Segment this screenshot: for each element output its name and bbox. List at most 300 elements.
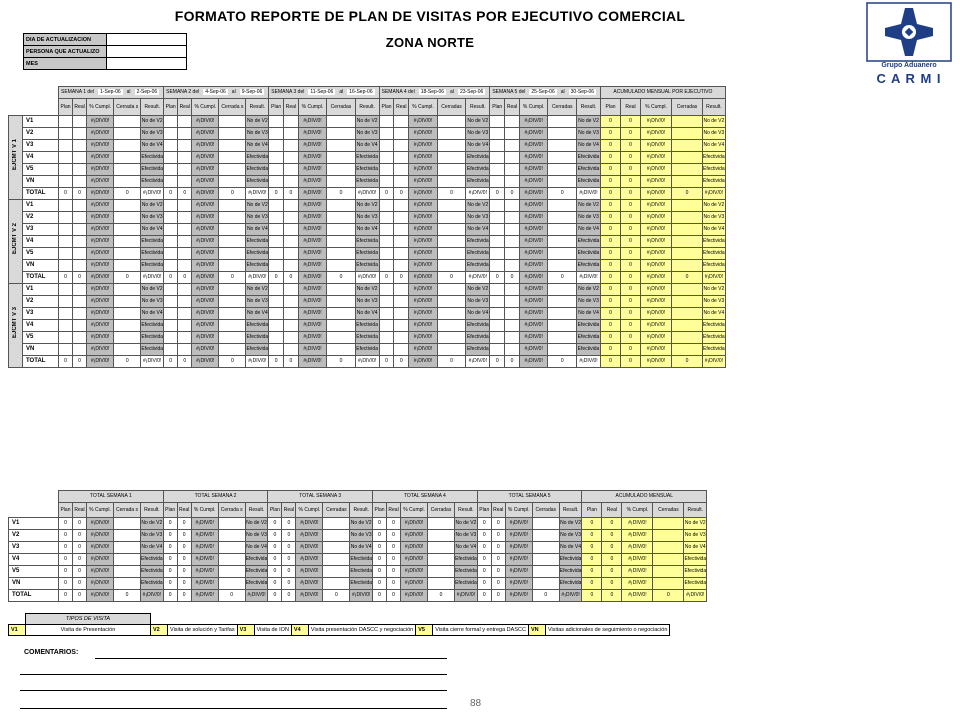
plan-cell[interactable]: [269, 152, 284, 164]
plan-cell[interactable]: [269, 284, 284, 296]
closed-cell[interactable]: [114, 200, 141, 212]
closed-cell[interactable]: [327, 176, 355, 188]
closed-cell[interactable]: [327, 344, 355, 356]
closed-cell[interactable]: [548, 344, 577, 356]
real-cell[interactable]: [284, 152, 299, 164]
plan-cell[interactable]: [59, 152, 73, 164]
real-cell[interactable]: [284, 128, 299, 140]
plan-cell[interactable]: [164, 224, 178, 236]
real-cell[interactable]: [178, 200, 192, 212]
closed-cell[interactable]: [219, 236, 246, 248]
plan-cell[interactable]: [59, 332, 73, 344]
plan-cell[interactable]: [490, 296, 505, 308]
real-cell[interactable]: [505, 284, 520, 296]
closed-cell[interactable]: [219, 200, 246, 212]
closed-cell[interactable]: [437, 296, 466, 308]
plan-cell[interactable]: [269, 164, 284, 176]
closed-cell[interactable]: [219, 140, 246, 152]
plan-cell[interactable]: [269, 344, 284, 356]
real-cell[interactable]: [394, 284, 409, 296]
accum-pct: #¡DIV/0!: [641, 164, 672, 176]
plan-cell[interactable]: [164, 248, 178, 260]
real-cell[interactable]: [505, 128, 520, 140]
closed-cell[interactable]: [327, 320, 355, 332]
plan-cell[interactable]: [379, 248, 394, 260]
closed-cell[interactable]: [437, 308, 466, 320]
real-cell[interactable]: [284, 296, 299, 308]
closed-cell[interactable]: [114, 224, 141, 236]
closed-cell[interactable]: [114, 284, 141, 296]
real-cell[interactable]: [73, 332, 87, 344]
closed-cell[interactable]: [548, 140, 577, 152]
closed-cell[interactable]: [327, 164, 355, 176]
real-cell[interactable]: [394, 140, 409, 152]
real-cell[interactable]: [178, 296, 192, 308]
real-cell[interactable]: [73, 128, 87, 140]
plan-cell[interactable]: [379, 260, 394, 272]
closed-cell[interactable]: [327, 296, 355, 308]
closed-cell[interactable]: [437, 284, 466, 296]
plan-cell[interactable]: [59, 116, 73, 128]
real-cell[interactable]: [284, 284, 299, 296]
closed-cell[interactable]: [327, 224, 355, 236]
week-header-end[interactable]: 30-Sep-06: [570, 89, 595, 95]
closed-cell[interactable]: [548, 332, 577, 344]
real-cell[interactable]: [73, 140, 87, 152]
closed-cell[interactable]: [219, 116, 246, 128]
week-header-end[interactable]: 2-Sep-06: [136, 89, 158, 95]
plan-cell[interactable]: [164, 284, 178, 296]
plan-cell[interactable]: [490, 140, 505, 152]
real-cell[interactable]: [505, 152, 520, 164]
real-cell[interactable]: [394, 200, 409, 212]
real-cell[interactable]: [178, 128, 192, 140]
plan-cell[interactable]: [59, 128, 73, 140]
plan-cell[interactable]: [164, 236, 178, 248]
real-cell[interactable]: [394, 260, 409, 272]
closed-cell[interactable]: [219, 284, 246, 296]
closed-cell[interactable]: [437, 212, 466, 224]
real-cell[interactable]: [178, 236, 192, 248]
plan-cell[interactable]: [379, 152, 394, 164]
plan-cell: 0: [490, 356, 505, 368]
real-cell[interactable]: [73, 224, 87, 236]
plan-cell[interactable]: [490, 116, 505, 128]
plan-cell[interactable]: [379, 320, 394, 332]
plan-cell[interactable]: [269, 224, 284, 236]
real-cell[interactable]: [178, 248, 192, 260]
column-header: Real: [178, 99, 192, 116]
plan-cell[interactable]: [379, 116, 394, 128]
closed-cell[interactable]: [327, 140, 355, 152]
closed-cell[interactable]: [548, 236, 577, 248]
closed-cell[interactable]: [548, 308, 577, 320]
plan-cell[interactable]: [164, 296, 178, 308]
report-title: FORMATO REPORTE DE PLAN DE VISITAS POR EJECUTIVO COMERCIAL: [174, 8, 686, 24]
plan-cell[interactable]: [490, 128, 505, 140]
comments-line[interactable]: [95, 658, 447, 659]
real-cell[interactable]: [178, 332, 192, 344]
real-cell[interactable]: [73, 212, 87, 224]
closed-cell[interactable]: [219, 260, 246, 272]
plan-cell[interactable]: [379, 344, 394, 356]
pct-cell: #¡DIV/0!: [87, 224, 114, 236]
closed-cell[interactable]: [114, 248, 141, 260]
real-cell[interactable]: [394, 248, 409, 260]
real-cell[interactable]: [284, 176, 299, 188]
closed-cell[interactable]: [114, 176, 141, 188]
plan-cell[interactable]: [164, 308, 178, 320]
real-cell[interactable]: [284, 344, 299, 356]
closed-cell[interactable]: [219, 176, 246, 188]
real-cell[interactable]: [178, 116, 192, 128]
closed-cell[interactable]: [548, 212, 577, 224]
week-header-start[interactable]: 4-Sep-06: [205, 89, 226, 95]
plan-cell[interactable]: [379, 308, 394, 320]
plan-cell[interactable]: [59, 176, 73, 188]
real-cell[interactable]: [178, 152, 192, 164]
real-cell[interactable]: [284, 212, 299, 224]
visit-type-desc: Visita cierre formal y entrega DASCC: [433, 625, 529, 636]
plan-cell[interactable]: [59, 200, 73, 212]
accum-closed: [672, 236, 703, 248]
real-cell[interactable]: [73, 248, 87, 260]
week-header-end[interactable]: 23-Sep-06: [459, 89, 484, 95]
plan-cell[interactable]: [164, 344, 178, 356]
real-cell[interactable]: [505, 320, 520, 332]
week-header-end[interactable]: 9-Sep-06: [241, 89, 263, 95]
closed-cell[interactable]: [219, 248, 246, 260]
real-cell[interactable]: [178, 320, 192, 332]
plan-cell[interactable]: [379, 176, 394, 188]
real-cell[interactable]: [73, 236, 87, 248]
closed-cell[interactable]: [548, 260, 577, 272]
real-cell[interactable]: [178, 260, 192, 272]
plan-cell[interactable]: [59, 164, 73, 176]
closed-cell[interactable]: [437, 344, 466, 356]
real-cell[interactable]: [284, 332, 299, 344]
real-cell[interactable]: [505, 164, 520, 176]
plan-cell[interactable]: [164, 260, 178, 272]
plan-cell[interactable]: [490, 344, 505, 356]
real-cell[interactable]: [505, 200, 520, 212]
plan-cell[interactable]: [269, 116, 284, 128]
closed-cell[interactable]: [437, 236, 466, 248]
plan-cell[interactable]: [269, 128, 284, 140]
real-cell[interactable]: [505, 308, 520, 320]
plan-cell[interactable]: [379, 128, 394, 140]
plan-cell[interactable]: [59, 296, 73, 308]
plan-cell[interactable]: [59, 344, 73, 356]
closed-cell[interactable]: [327, 116, 355, 128]
plan-cell[interactable]: [379, 164, 394, 176]
plan-cell[interactable]: [164, 128, 178, 140]
closed-cell[interactable]: [114, 164, 141, 176]
real-cell[interactable]: [284, 308, 299, 320]
plan-cell[interactable]: [59, 224, 73, 236]
plan-cell[interactable]: [59, 212, 73, 224]
closed-cell[interactable]: [114, 152, 141, 164]
plan-cell[interactable]: [269, 296, 284, 308]
real-cell[interactable]: [505, 248, 520, 260]
real-cell[interactable]: [284, 248, 299, 260]
plan-cell[interactable]: [59, 308, 73, 320]
plan-cell[interactable]: [164, 152, 178, 164]
real-cell[interactable]: [505, 236, 520, 248]
real-cell[interactable]: [73, 296, 87, 308]
plan-cell[interactable]: [59, 248, 73, 260]
real-cell[interactable]: [178, 284, 192, 296]
plan-cell[interactable]: [164, 164, 178, 176]
plan-cell[interactable]: [490, 260, 505, 272]
real-cell[interactable]: [505, 332, 520, 344]
real-cell[interactable]: [394, 164, 409, 176]
real-cell[interactable]: [178, 164, 192, 176]
real-cell[interactable]: [178, 140, 192, 152]
real-cell[interactable]: [73, 164, 87, 176]
sum-real: 0: [73, 530, 87, 542]
closed-cell[interactable]: [219, 152, 246, 164]
plan-cell[interactable]: [164, 320, 178, 332]
plan-cell[interactable]: [59, 140, 73, 152]
week-header-start[interactable]: 18-Sep-06: [420, 89, 445, 95]
real-cell[interactable]: [73, 116, 87, 128]
real-cell[interactable]: [505, 140, 520, 152]
closed-cell[interactable]: [548, 164, 577, 176]
closed-cell[interactable]: [327, 308, 355, 320]
real-cell[interactable]: [394, 224, 409, 236]
update-date-field[interactable]: [107, 34, 187, 46]
comments-line[interactable]: [20, 690, 447, 691]
closed-cell[interactable]: [219, 224, 246, 236]
closed-cell[interactable]: [548, 128, 577, 140]
real-cell[interactable]: [284, 140, 299, 152]
closed-cell[interactable]: [327, 284, 355, 296]
closed-cell[interactable]: [437, 128, 466, 140]
real-cell[interactable]: [394, 308, 409, 320]
plan-cell[interactable]: [164, 212, 178, 224]
comments-line[interactable]: [20, 674, 447, 675]
closed-cell[interactable]: [548, 224, 577, 236]
real-cell[interactable]: [73, 320, 87, 332]
real-cell[interactable]: [178, 224, 192, 236]
real-cell[interactable]: [505, 212, 520, 224]
plan-cell[interactable]: [490, 152, 505, 164]
real-cell[interactable]: [505, 224, 520, 236]
real-cell[interactable]: [178, 212, 192, 224]
real-cell[interactable]: [73, 152, 87, 164]
real-cell[interactable]: [394, 344, 409, 356]
closed-cell[interactable]: [437, 140, 466, 152]
real-cell[interactable]: [394, 116, 409, 128]
plan-cell[interactable]: [379, 200, 394, 212]
real-cell[interactable]: [178, 344, 192, 356]
plan-cell[interactable]: [490, 284, 505, 296]
closed-cell[interactable]: [327, 248, 355, 260]
real-cell[interactable]: [394, 176, 409, 188]
closed-cell[interactable]: [114, 236, 141, 248]
plan-cell[interactable]: [379, 284, 394, 296]
closed-cell[interactable]: [327, 332, 355, 344]
plan-cell[interactable]: [490, 200, 505, 212]
comments-line[interactable]: [20, 708, 447, 709]
closed-cell[interactable]: [437, 248, 466, 260]
updated-by-field[interactable]: [107, 46, 187, 58]
plan-cell[interactable]: [490, 320, 505, 332]
real-cell[interactable]: [505, 116, 520, 128]
real-cell[interactable]: [394, 128, 409, 140]
real-cell[interactable]: [505, 296, 520, 308]
plan-cell[interactable]: [490, 212, 505, 224]
real-cell[interactable]: [73, 260, 87, 272]
closed-cell[interactable]: [548, 296, 577, 308]
closed-cell[interactable]: [219, 128, 246, 140]
week-header-al: al: [126, 89, 131, 95]
week-header-end[interactable]: 16-Sep-06: [349, 89, 373, 95]
real-cell[interactable]: [73, 176, 87, 188]
plan-cell[interactable]: [164, 200, 178, 212]
closed-cell[interactable]: [327, 236, 355, 248]
plan-cell[interactable]: [269, 200, 284, 212]
plan-cell[interactable]: [379, 296, 394, 308]
plan-cell[interactable]: [164, 332, 178, 344]
closed-cell[interactable]: [219, 308, 246, 320]
closed-cell[interactable]: [437, 260, 466, 272]
closed-cell[interactable]: [327, 260, 355, 272]
closed-cell[interactable]: [114, 308, 141, 320]
real-cell[interactable]: [284, 200, 299, 212]
plan-cell[interactable]: [59, 284, 73, 296]
closed-cell[interactable]: [327, 128, 355, 140]
real-cell[interactable]: [394, 332, 409, 344]
closed-cell[interactable]: [437, 320, 466, 332]
closed-cell[interactable]: [548, 284, 577, 296]
closed-cell[interactable]: [437, 332, 466, 344]
closed-cell[interactable]: [114, 332, 141, 344]
closed-cell[interactable]: [114, 140, 141, 152]
closed-cell[interactable]: [548, 248, 577, 260]
plan-cell[interactable]: [269, 248, 284, 260]
closed-cell[interactable]: [114, 116, 141, 128]
month-field[interactable]: [107, 58, 187, 70]
real-cell[interactable]: [178, 308, 192, 320]
plan-cell[interactable]: [379, 224, 394, 236]
week-header-start[interactable]: 11-Sep-06: [310, 89, 334, 95]
plan-cell[interactable]: [269, 260, 284, 272]
plan-cell[interactable]: [490, 332, 505, 344]
result-cell: Efectivida: [466, 344, 490, 356]
closed-cell[interactable]: [219, 332, 246, 344]
plan-cell[interactable]: [490, 248, 505, 260]
closed-cell[interactable]: [437, 200, 466, 212]
closed-cell[interactable]: [437, 152, 466, 164]
closed-cell[interactable]: [437, 224, 466, 236]
plan-cell[interactable]: [490, 224, 505, 236]
plan-cell[interactable]: [379, 236, 394, 248]
closed-cell[interactable]: [114, 260, 141, 272]
closed-cell[interactable]: [548, 116, 577, 128]
real-cell[interactable]: [394, 320, 409, 332]
real-cell[interactable]: [284, 236, 299, 248]
closed-cell[interactable]: [114, 296, 141, 308]
real-cell[interactable]: [505, 344, 520, 356]
real-cell[interactable]: [73, 200, 87, 212]
plan-cell[interactable]: [269, 320, 284, 332]
real-cell[interactable]: [73, 284, 87, 296]
closed-cell[interactable]: [219, 296, 246, 308]
real-cell[interactable]: [73, 308, 87, 320]
real-cell[interactable]: [284, 224, 299, 236]
real-cell[interactable]: [394, 296, 409, 308]
plan-cell[interactable]: [269, 236, 284, 248]
closed-cell[interactable]: [437, 164, 466, 176]
plan-cell[interactable]: [490, 236, 505, 248]
plan-cell[interactable]: [269, 212, 284, 224]
closed-cell[interactable]: [219, 344, 246, 356]
closed-cell[interactable]: [219, 164, 246, 176]
plan-cell[interactable]: [269, 140, 284, 152]
closed-cell[interactable]: [327, 212, 355, 224]
closed-cell[interactable]: [327, 200, 355, 212]
plan-cell[interactable]: [379, 212, 394, 224]
real-cell[interactable]: [284, 116, 299, 128]
real-cell[interactable]: [284, 164, 299, 176]
result-cell: No de V2: [466, 116, 490, 128]
plan-cell[interactable]: [269, 176, 284, 188]
closed-cell[interactable]: [548, 320, 577, 332]
plan-cell[interactable]: [269, 332, 284, 344]
plan-cell[interactable]: [379, 332, 394, 344]
closed-cell[interactable]: [548, 152, 577, 164]
plan-cell[interactable]: [164, 116, 178, 128]
closed-cell[interactable]: [114, 344, 141, 356]
week-header-start[interactable]: 1-Sep-06: [100, 89, 121, 95]
closed-cell[interactable]: [219, 212, 246, 224]
week-header-start[interactable]: 25-Sep-06: [531, 89, 555, 95]
real-cell[interactable]: [284, 260, 299, 272]
closed-cell[interactable]: [114, 128, 141, 140]
plan-cell[interactable]: [59, 236, 73, 248]
real-cell[interactable]: [394, 236, 409, 248]
real-cell[interactable]: [394, 212, 409, 224]
plan-cell[interactable]: [164, 140, 178, 152]
plan-cell[interactable]: [490, 164, 505, 176]
real-cell[interactable]: [505, 176, 520, 188]
plan-cell[interactable]: [269, 308, 284, 320]
closed-cell[interactable]: [437, 116, 466, 128]
closed-cell[interactable]: [548, 200, 577, 212]
closed-cell[interactable]: [219, 320, 246, 332]
plan-cell[interactable]: [379, 140, 394, 152]
closed-cell[interactable]: [114, 212, 141, 224]
closed-cell[interactable]: [548, 176, 577, 188]
closed-cell[interactable]: [327, 152, 355, 164]
result-cell: No de V3: [577, 212, 601, 224]
real-cell[interactable]: [284, 320, 299, 332]
plan-cell[interactable]: [490, 176, 505, 188]
zone-title: ZONA NORTE: [385, 35, 475, 50]
closed-cell[interactable]: [437, 176, 466, 188]
plan-cell[interactable]: [164, 176, 178, 188]
real-cell[interactable]: [394, 152, 409, 164]
plan-cell[interactable]: [59, 260, 73, 272]
real-cell[interactable]: [178, 176, 192, 188]
real-cell[interactable]: [505, 260, 520, 272]
closed-cell[interactable]: [114, 320, 141, 332]
plan-cell[interactable]: [59, 320, 73, 332]
plan-cell[interactable]: [490, 308, 505, 320]
real-cell[interactable]: [73, 344, 87, 356]
